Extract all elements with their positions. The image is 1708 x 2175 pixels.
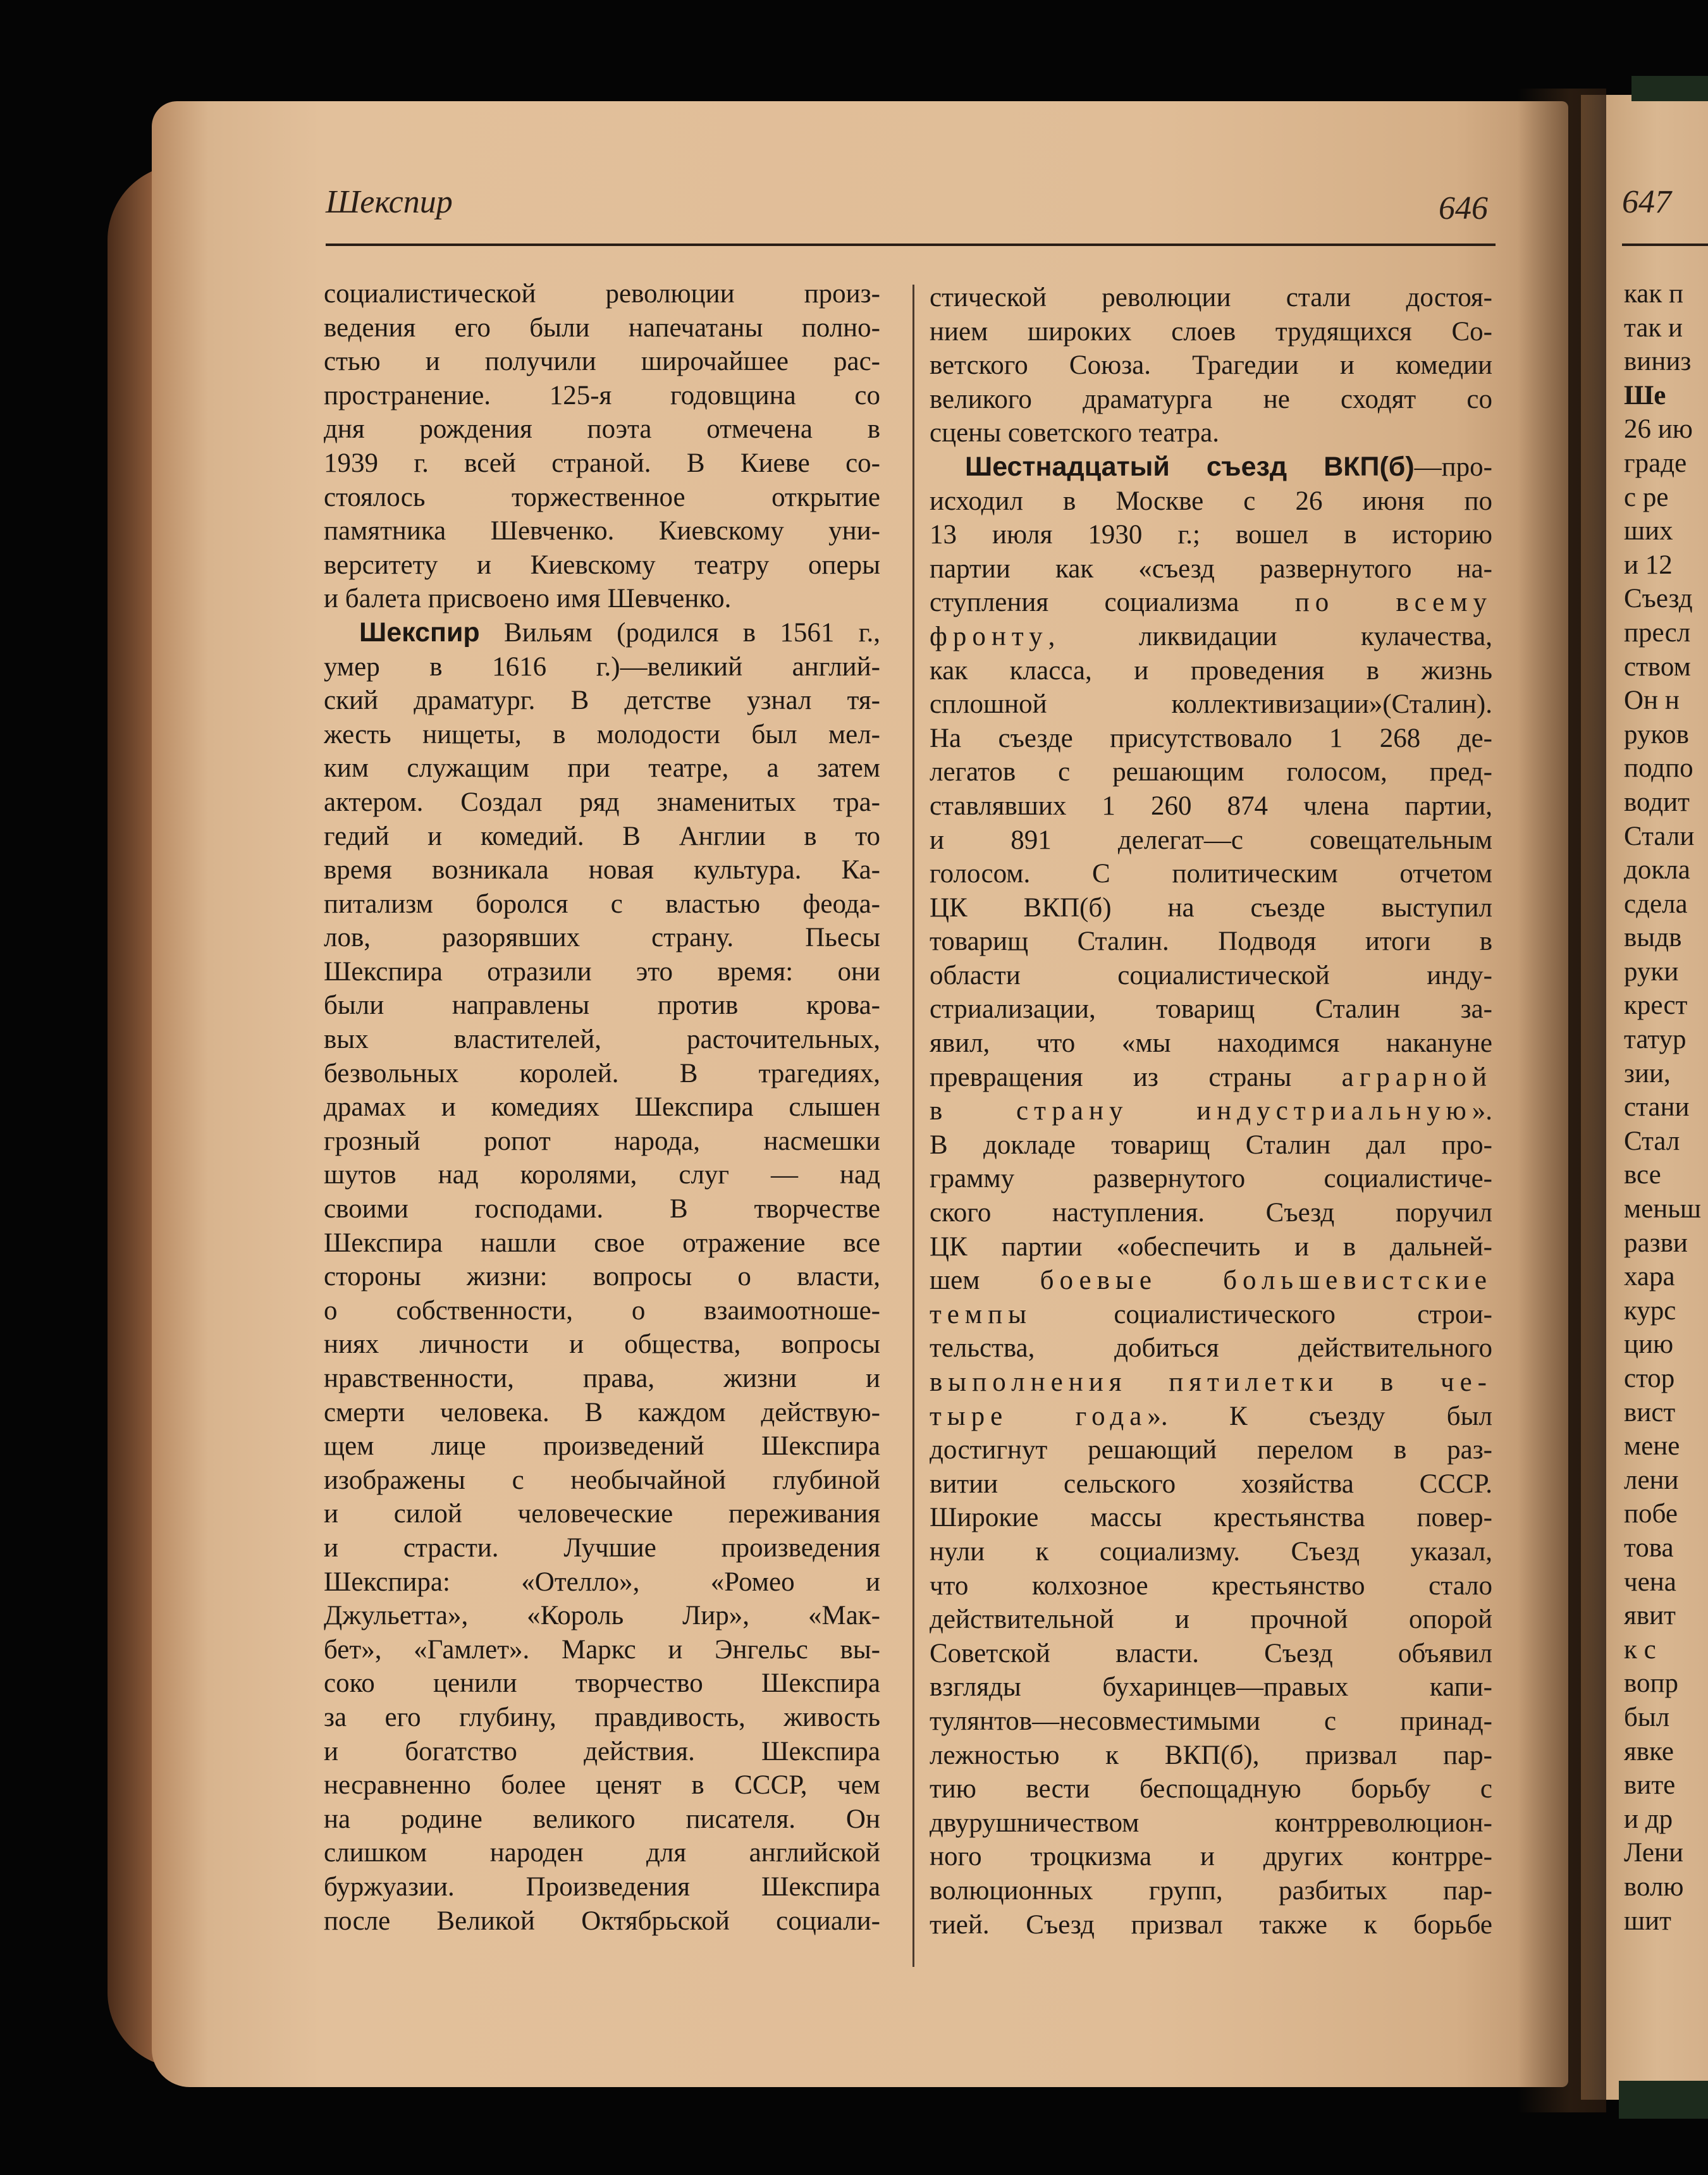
text-run: и балета присвоено имя Шевченко. [324,584,732,614]
text-run: голосом. С политическим отчетом [930,859,1492,889]
left-column-line [324,1192,880,1226]
text-run: и силой человеческие переживания [324,1499,880,1529]
text-run: лежностью к ВКП(б), призвал пар- [930,1740,1492,1770]
text-run: Вильям (родился в 1561 г., [479,617,880,648]
right-column-line: курс [1624,1295,1676,1326]
left-column-line [324,1158,880,1192]
middle-column-line [930,484,1492,519]
middle-column-line [930,1298,1492,1332]
left-column-line [324,1463,880,1498]
right-column-line: подпо [1624,753,1693,784]
text-run: как класса, и проведения в жизнь [930,655,1492,686]
middle-column-line [930,1569,1492,1603]
middle-column-line [930,654,1492,688]
middle-column-line [930,1501,1492,1535]
text-run: ниях личности и общества, вопросы [324,1329,880,1360]
spaced-emphasis: тыре года [930,1401,1148,1431]
middle-column-line [930,789,1492,823]
text-run: памятника Шевченко. Киевскому уни- [324,516,880,546]
right-column-line: пресл [1624,617,1691,648]
right-column-line: побе [1624,1499,1678,1529]
middle-column-line [930,1840,1492,1874]
left-column-line [324,1667,880,1701]
text-run: Шекспира отразили это время: они [324,956,880,987]
left-column-line [324,412,880,447]
spaced-emphasis: фронту [930,621,1048,651]
text-run: ЦК партии «обеспечить и в дальней- [930,1231,1492,1262]
middle-column-line [930,281,1492,315]
right-column-line: к с [1624,1634,1656,1665]
right-column-line: ших [1624,516,1673,546]
middle-column-line [930,755,1492,789]
middle-column-line [930,1806,1492,1840]
text-run: жесть нищеты, в молодости был мел- [324,719,880,749]
left-column-line [324,582,880,616]
middle-column-line [930,1637,1492,1671]
text-run: были направлены против крова- [324,990,880,1021]
text-run: шем [930,1266,1040,1296]
middle-column-line [930,348,1492,383]
text-run: актером. Создал ряд знаменитых тра- [324,787,880,817]
right-column-line: чена [1624,1567,1676,1597]
text-run: бет», «Гамлет». Маркс и Энгельс вы- [324,1634,880,1665]
text-run: безвольных королей. В трагедиях, [324,1058,880,1088]
right-column-line: выдв [1624,923,1682,953]
left-column-line [324,1362,880,1396]
left-column-line [324,1768,880,1802]
right-column-line: цию [1624,1329,1674,1360]
text-run: стью и получили широчайшее рас- [324,347,880,377]
text-run: стороны жизни: вопросы о власти, [324,1262,880,1292]
text-run: , ликвидации кулачества, [1048,621,1492,651]
middle-text-column [930,281,1492,1942]
text-run: смерти человека. В каждом действую- [324,1397,880,1427]
text-run: тельства, добиться действительного [930,1333,1492,1364]
right-column-line: докла [1624,855,1690,885]
text-run: несравненно более ценят в СССР, чем [324,1770,880,1801]
text-run: партии как «съезд развернутого на- [930,553,1492,584]
text-run: что колхозное крестьянство стало [930,1570,1492,1601]
text-run: нием широких слоев трудящихся Со- [930,316,1492,347]
spaced-emphasis: в страну индустриальную [930,1096,1472,1126]
right-column-line: волю [1624,1871,1684,1902]
left-column-line [324,1633,880,1667]
spaced-emphasis: аграрной [1341,1062,1492,1092]
left-column-line [324,921,880,955]
right-column-line: Ше [1624,380,1666,410]
right-column-line: был [1624,1702,1670,1732]
text-run: умер в 1616 г.)—великий англий- [324,651,880,682]
text-run: 13 июля 1930 г.; вошел в историю [930,520,1492,550]
text-run: Широкие массы крестьянства повер- [930,1503,1492,1533]
text-run: за его глубину, правдивость, живость [324,1702,880,1732]
middle-column-line [930,1772,1492,1806]
spine-shadow [1518,89,1606,2112]
text-run: лов, разорявших страну. Пьесы [324,923,880,953]
left-column-line [324,820,880,854]
text-run: тией. Съезд призвал также к борьбе [930,1909,1492,1940]
text-run: шутов над королями, слуг — над [324,1160,880,1190]
text-run: взгляды бухаринцев—правых капи- [930,1672,1492,1703]
middle-column-line [930,722,1492,756]
text-run: грамму развернутого социалистиче- [930,1164,1492,1194]
left-column-line [324,1701,880,1735]
text-run: ЦК ВКП(б) на съезде выступил [930,892,1492,923]
spaced-emphasis: темпы [930,1299,1032,1329]
text-run: соко ценили творчество Шекспира [324,1668,880,1699]
text-run: и страсти. Лучшие произведения [324,1532,880,1563]
text-run: ветского Союза. Трагедии и комедии [930,350,1492,381]
left-column-line [324,1599,880,1633]
left-column-line [324,1565,880,1599]
text-run: превращения из страны [930,1062,1342,1092]
right-column-line: мене [1624,1431,1680,1462]
right-column-line: ством [1624,651,1691,682]
middle-column-line [930,1365,1492,1400]
page-number-left: 646 [1439,190,1488,226]
middle-column-line [930,1670,1492,1704]
text-run: На съезде присутствовало 1 268 де- [930,723,1492,753]
left-column-line [324,887,880,921]
text-run: слишком народен для английской [324,1838,880,1868]
right-column-line: Стал [1624,1126,1680,1156]
text-run: стоялось торжественное открытие [324,482,880,512]
text-run: на родине великого писателя. Он [324,1804,880,1834]
left-column-line [324,1497,880,1531]
entry-headword: Шекспир [359,617,480,648]
right-column-line: руков [1624,719,1689,749]
left-column-line [324,1870,880,1904]
right-column-line: как п [1624,279,1683,309]
middle-column-line [930,1603,1492,1637]
left-column-line [324,989,880,1023]
left-column-line [324,311,880,345]
middle-column-line [930,1535,1492,1569]
text-run: щем лице произведений Шекспира [324,1431,880,1462]
text-run: великого драматурга не сходят со [930,384,1492,414]
left-column-line [324,853,880,887]
middle-column-line [930,1264,1492,1298]
right-column-line: водит [1624,787,1690,817]
text-run: ким служащим при театре, а затем [324,753,880,784]
right-column-line: лени [1624,1465,1679,1495]
text-run: буржуазии. Произведения Шекспира [324,1871,880,1902]
text-run: ский драматург. В детстве узнал тя- [324,686,880,716]
left-column-line [324,481,880,515]
left-column-line [324,447,880,481]
text-run: исходил в Москве с 26 июня по [930,486,1492,516]
text-run: стриализации, товарищ Сталин за- [930,994,1492,1025]
middle-column-line [930,1026,1492,1061]
entry-headword: Шестнадцатый съезд ВКП(б) [965,451,1415,482]
middle-column-line [930,315,1492,349]
text-run: тулянтов—несовместимыми с принад- [930,1706,1492,1736]
right-column-line: граде [1624,448,1687,478]
text-run: после Великой Октябрьской социали- [324,1906,880,1936]
left-column-line [324,1124,880,1159]
left-column-line [324,1328,880,1362]
text-run: Шекспира нашли свое отражение все [324,1228,880,1258]
left-column-line [324,650,880,684]
middle-column-line [930,1230,1492,1264]
right-column-line: вист [1624,1397,1676,1427]
text-run: гедий и комедий. В Англии в то [324,821,880,851]
text-run: области социалистической инду- [930,960,1492,990]
text-run: 1939 г. всей страной. В Киеве со- [324,448,880,478]
text-run: волюционных групп, разбитых пар- [930,1875,1492,1906]
cover-corner-bottom [1619,2081,1708,2119]
left-column-line [324,1735,880,1769]
text-run: двурушничеством контрреволюцион- [930,1808,1492,1838]
right-column-line: зии, [1624,1058,1671,1088]
right-column-line: татур [1624,1025,1686,1055]
left-column-line [324,379,880,413]
text-run: драмах и комедиях Шекспира слышен [324,1092,880,1123]
text-run: ведения его были напечатаны полно- [324,312,880,343]
right-column-line: Стали [1624,821,1695,851]
left-column-line [324,1294,880,1328]
middle-column-line [930,1467,1492,1501]
right-column-line: това [1624,1532,1674,1563]
text-run: достигнут решающий перелом в раз- [930,1435,1492,1465]
text-run: В докладе товарищ Сталин дал про- [930,1130,1492,1160]
right-column-line: вите [1624,1770,1676,1801]
middle-column-line [930,1331,1492,1365]
column-divider [912,285,914,1967]
text-run: ». [1471,1096,1492,1126]
middle-column-line [930,1128,1492,1162]
left-column-line [324,955,880,989]
left-column-line [324,1057,880,1091]
left-column-line [324,751,880,786]
right-column-line: меньш [1624,1194,1702,1224]
text-run: грозный ропот народа, насмешки [324,1126,880,1156]
left-column-line [324,786,880,820]
text-run: товарищ Сталин. Подводя итоги в [930,927,1492,957]
right-column-line: так и [1624,312,1683,343]
text-run: витии сельского хозяйства СССР. [930,1469,1492,1499]
middle-column-line [930,1739,1492,1773]
cover-corner [1631,76,1708,101]
right-column-line: явке [1624,1736,1674,1766]
text-run: о собственности, о взаимоотноше- [324,1295,880,1326]
middle-column-line [930,925,1492,959]
right-column-line: хара [1624,1262,1675,1292]
text-run: ского наступления. Съезд поручил [930,1198,1492,1228]
text-run: ного троцкизма и других контрре- [930,1842,1492,1872]
left-column-line [324,345,880,379]
right-column-line: Он н [1624,686,1680,716]
left-column-line [324,1531,880,1565]
right-column-line: шит [1624,1906,1671,1936]
right-column-line: вопр [1624,1668,1679,1699]
right-column-line: все [1624,1160,1661,1190]
middle-column-line [930,687,1492,722]
left-column-line [324,1802,880,1837]
left-column-line [324,1226,880,1260]
right-column-line: и др [1624,1804,1673,1834]
text-run: верситету и Киевскому театру оперы [324,550,880,580]
middle-column-line [930,1061,1492,1095]
right-column-line: стани [1624,1092,1690,1123]
spaced-emphasis: боевые большевистские [1040,1266,1492,1296]
left-text-column [324,277,880,1938]
left-column-line [324,548,880,582]
left-column-line [324,1023,880,1057]
text-run: стической революции стали достоя- [930,283,1492,312]
middle-column-line [930,857,1492,891]
middle-column-line [930,552,1492,586]
left-column-line [324,616,880,650]
middle-column-line [930,1433,1492,1467]
middle-column-line [930,1094,1492,1128]
text-run: время возникала новая культура. Ка- [324,855,880,885]
text-run: изображены с необычайной глубиной [324,1465,880,1495]
text-run: легатов с решающим голосом, пред- [930,757,1492,787]
text-run: сцены советского театра. [930,418,1220,448]
text-run: и богатство действия. Шекспира [324,1736,880,1766]
right-column-line: разви [1624,1228,1688,1258]
right-column-line: Съезд [1624,584,1693,614]
right-column-line: 26 ию [1624,414,1693,445]
middle-column-line [930,1196,1492,1230]
spaced-emphasis: по всему [1294,588,1492,618]
text-run: —про- [1414,452,1492,482]
text-run: дня рождения поэта отмечена в [324,414,880,445]
text-run: нули к социализму. Съезд указал, [930,1536,1492,1567]
middle-column-line [930,586,1492,620]
text-run: действительной и прочной опорой [930,1605,1492,1635]
text-run: тию вести беспощадную борьбу с [930,1774,1492,1804]
right-column-line: явит [1624,1601,1676,1631]
left-column-line [324,1429,880,1463]
spaced-emphasis: выполнения пятилетки в че- [930,1367,1492,1397]
text-run: явил, что «мы находимся накануне [930,1028,1492,1059]
middle-column-line [930,518,1492,552]
left-column-line [324,277,880,311]
right-text-column-partial [1624,277,1708,1938]
middle-column-line [930,620,1492,654]
middle-column-line [930,1704,1492,1739]
text-run: сплошной коллективизации»(Сталин). [930,689,1492,720]
text-run: и 891 делегат—с совещательным [930,825,1492,855]
middle-column-line [930,992,1492,1026]
page-number-right: 647 [1622,184,1671,220]
middle-column-line [930,1874,1492,1908]
text-run: Советской власти. Съезд объявил [930,1638,1492,1668]
right-column-line: стор [1624,1364,1675,1393]
text-run: социалистического строи- [1032,1299,1492,1329]
middle-column-line [930,959,1492,993]
text-run: ставлявших 1 260 874 члена партии, [930,791,1492,821]
right-column-line: Лени [1624,1838,1683,1868]
text-run: ». К съезду был [1147,1401,1492,1431]
text-run: социалистической революции произ- [324,279,880,309]
left-column-line [324,1260,880,1294]
header-rule [326,243,1496,246]
text-run: ступления социализма [930,588,1295,618]
middle-column-line [930,891,1492,925]
left-column-line [324,1396,880,1430]
middle-column-line [930,416,1492,450]
right-column-line: крест [1624,990,1688,1021]
text-run: питализм боролся с властью феода- [324,889,880,919]
middle-column-line [930,383,1492,417]
text-run: Шекспира: «Отелло», «Ромео и [324,1567,880,1597]
left-column-line [324,718,880,752]
middle-column-line [930,823,1492,858]
right-column-line: сдела [1624,889,1688,919]
middle-column-line [930,1162,1492,1196]
left-column-line [324,684,880,718]
left-column-line [324,1836,880,1870]
right-column-line: и 12 [1624,550,1673,580]
middle-column-line [930,1908,1492,1942]
text-run: нравственности, права, жизни и [324,1364,880,1393]
left-column-line [324,514,880,548]
text-run: Джульетта», «Король Лир», «Мак- [324,1601,880,1631]
left-column-line [324,1904,880,1938]
text-run: своими господами. В творчестве [324,1194,880,1224]
text-run: пространение. 125-я годовщина со [324,380,880,410]
right-column-line: с ре [1624,482,1669,512]
right-column-line: руки [1624,956,1679,987]
text-run: вых властителей, расточительных, [324,1025,880,1055]
middle-column-line [930,450,1492,484]
middle-column-line [930,1400,1492,1434]
running-head: Шекспир [326,184,453,220]
header-rule-right [1622,243,1708,246]
right-column-line: виниз [1624,347,1692,377]
left-column-line [324,1090,880,1124]
